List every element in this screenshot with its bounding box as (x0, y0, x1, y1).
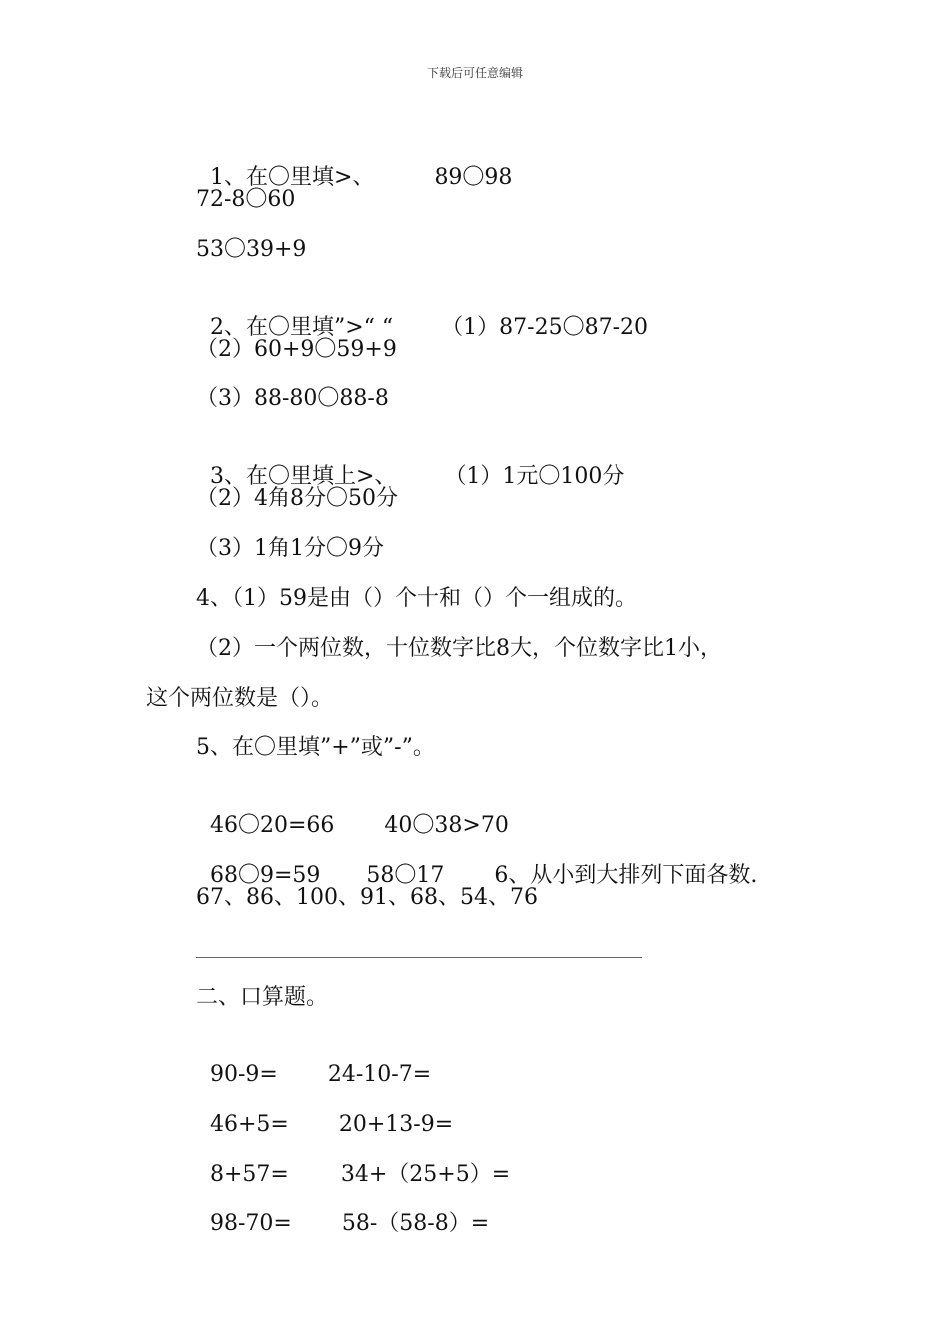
q5-line: 5、在〇里填”+”或”-”。 (196, 735, 435, 760)
q3-line (196, 435, 624, 491)
q1-line-2: 72-8〇60 (196, 187, 296, 212)
calc-2b: 20+13-9= (338, 1112, 454, 1137)
q5-line-3 (196, 834, 757, 890)
q6-numbers: 67、86、100、91、68、54、76 (196, 885, 538, 910)
q1-prompt: 1、在〇里填>、 (210, 165, 375, 190)
calc-4b: 58-（58-8）= (341, 1211, 490, 1236)
q2-expr-1: （1）87-25〇87-20 (441, 315, 649, 340)
q2-line-3: （3）88-80〇88-8 (196, 386, 389, 411)
q5-line-2 (196, 784, 509, 840)
section2-title: 二、口算题。 (196, 985, 329, 1010)
page-header: 下载后可任意编辑 (426, 66, 523, 80)
q3-line-2: （2）4角8分〇50分 (196, 486, 398, 511)
q2-line-2: （2）60+9〇59+9 (196, 337, 397, 362)
calc-2a: 46+5= (210, 1112, 289, 1137)
calc-1a: 90-9= (210, 1062, 278, 1087)
calc-row-2 (196, 1083, 453, 1139)
q1-expr: 89〇98 (434, 165, 513, 190)
calc-row-3 (196, 1133, 510, 1189)
calc-1b: 24-10-7= (327, 1062, 432, 1087)
q2-prompt: 2、在〇里填”>“ “ (210, 315, 394, 340)
q5-expr-4: 58〇17 (366, 863, 445, 888)
q3-expr-1: （1）1元〇100分 (444, 464, 625, 489)
q3-prompt: 3、在〇里填上>、 (210, 464, 397, 489)
q4-line-2a: （2）一个两位数，十位数字比8大，个位数字比1小， (196, 636, 722, 661)
q5-expr-2: 40〇38>70 (384, 813, 509, 838)
q4-line-2b: 这个两位数是（）。 (146, 686, 334, 711)
q5-expr-3: 68〇9=59 (210, 863, 321, 888)
q6-prompt: 6、从小到大排列下面各数. (494, 863, 758, 888)
answer-line (196, 957, 642, 958)
calc-4a: 98-70= (210, 1211, 292, 1236)
q2-line (196, 286, 648, 342)
q4-line: 4、（1）59是由（）个十和（）个一组成的。 (196, 586, 637, 611)
calc-3a: 8+57= (210, 1162, 289, 1187)
calc-row-4 (196, 1182, 489, 1238)
calc-3b: 34+（25+5）= (340, 1162, 511, 1187)
q5-expr-1: 46〇20=66 (210, 813, 335, 838)
q1-line-3: 53〇39+9 (196, 237, 307, 262)
calc-row-1 (196, 1033, 431, 1089)
q3-line-3: （3）1角1分〇9分 (196, 536, 384, 561)
q1-line (196, 136, 512, 192)
